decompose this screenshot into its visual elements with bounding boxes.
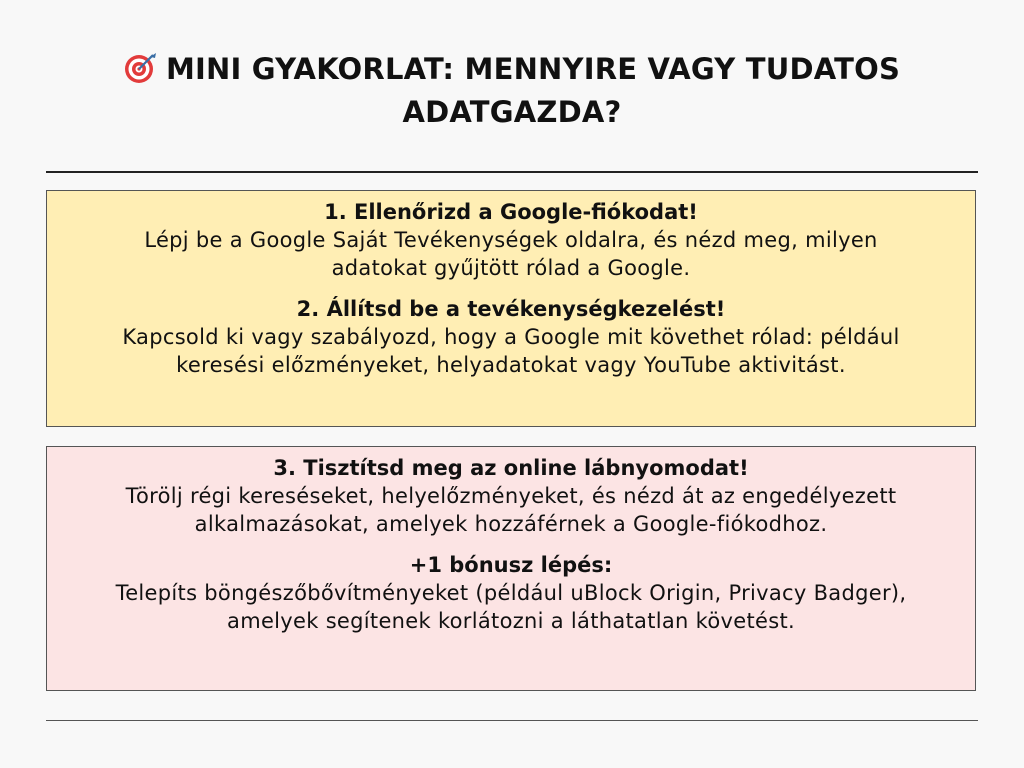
steps-box-2 <box>46 446 976 691</box>
step-3-title: 3. Tisztítsd meg az online lábnyomodat! <box>273 456 749 480</box>
step-1-title: 1. Ellenőrizd a Google-fiókodat! <box>324 200 698 224</box>
step-2 <box>47 295 975 379</box>
step-1 <box>47 198 975 282</box>
target-dart-icon <box>124 51 158 85</box>
step-2-body: Kapcsold ki vagy szabályozd, hogy a Google mit követhet rólad: például keresési előzményeket, helyadatokat vagy YouTube aktivitást. <box>122 325 900 377</box>
top-divider <box>46 171 978 173</box>
step-2-title: 2. Állítsd be a tevékenységkezelést! <box>296 297 726 321</box>
bottom-divider <box>46 720 978 721</box>
step-1-body: Lépj be a Google Saját Tevékenységek oldalra, és nézd meg, milyen adatokat gyűjtött rólad a Google. <box>144 228 878 280</box>
step-3-body: Törölj régi kereséseket, helyelőzményeket, és nézd át az engedélyezett alkalmazásokat, amelyek hozzáférnek a Google-fiókodhoz. <box>125 484 897 536</box>
steps-box-1 <box>46 190 976 427</box>
bonus-step <box>47 551 975 635</box>
bonus-step-title: +1 bónusz lépés: <box>409 553 613 577</box>
page-title <box>60 48 964 134</box>
title-line-1: MINI GYAKORLAT: MENNYIRE VAGY TUDATOS <box>165 52 901 86</box>
step-3 <box>47 454 975 538</box>
title-line-2: ADATGAZDA? <box>402 95 622 129</box>
bonus-step-body: Telepíts böngészőbővítményeket (például uBlock Origin, Privacy Badger), amelyek segítenek korlátozni a láthatatlan követést. <box>115 581 907 633</box>
